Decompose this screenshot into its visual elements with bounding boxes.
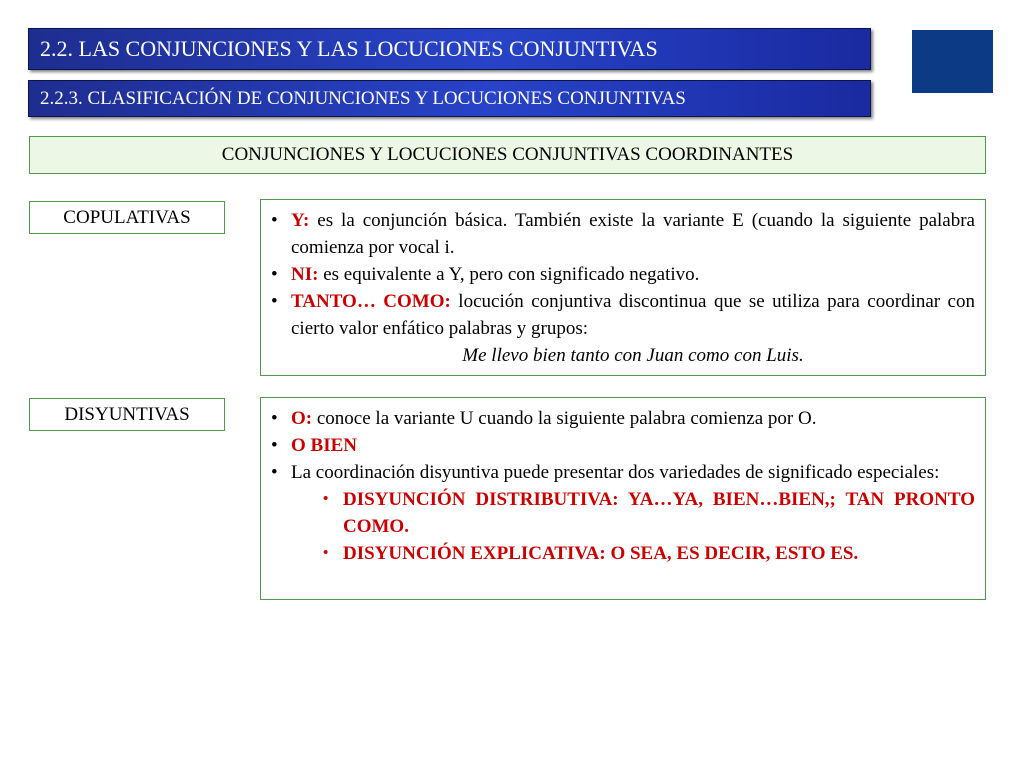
slide-subtitle: 2.2.3. CLASIFICACIÓN DE CONJUNCIONES Y LOCUCIONES CONJUNTIVAS	[40, 87, 686, 109]
slide-title: 2.2. LAS CONJUNCIONES Y LAS LOCUCIONES CONJUNTIVAS	[40, 36, 658, 61]
copulativas-list	[269, 207, 975, 342]
copulativas-label-box	[29, 201, 225, 234]
subitem-explicativa: • DISYUNCIÓN EXPLICATIVA: O SEA, ES DECIR, ESTO ES.	[269, 540, 975, 567]
subitem-distributiva: • DISYUNCIÓN DISTRIBUTIVA: YA…YA, BIEN…BIEN,; TAN PRONTO COMO.	[269, 486, 975, 540]
example-sentence: Me llevo bien tanto con Juan como con Luis.	[462, 345, 804, 366]
text-y: es la conjunción básica. También existe la variante E (cuando la siguiente palabra comienza por vocal i.	[291, 210, 975, 258]
disyuntivas-list	[269, 405, 975, 567]
text-o: conoce la variante U cuando la siguiente palabra comienza por O.	[312, 408, 817, 429]
term-tanto-como: TANTO… COMO:	[291, 291, 451, 312]
term-o: O:	[291, 408, 313, 429]
text-tanto-como: locución conjuntiva discontinua que se utiliza para coordinar con cierto valor enfático palabras y grupos:	[291, 291, 975, 339]
disyuntivas-content-box	[260, 397, 986, 600]
section-header	[29, 136, 986, 174]
list-item-tanto-como	[269, 288, 975, 342]
list-item-y	[269, 207, 975, 261]
list-item-o-bien	[269, 432, 975, 459]
disyuntivas-label: DISYUNTIVAS	[64, 403, 190, 425]
section-header-text: CONJUNCIONES Y LOCUCIONES CONJUNTIVAS COORDINANTES	[221, 144, 794, 165]
term-o-bien: O BIEN	[291, 435, 357, 456]
logo-block	[912, 30, 993, 93]
term-ni: NI:	[291, 264, 319, 285]
copulativas-content-box	[260, 199, 986, 376]
term-y: Y:	[291, 210, 310, 231]
copulativas-label: COPULATIVAS	[63, 206, 191, 228]
list-item-coordinacion	[269, 459, 975, 486]
text-coordinacion: La coordinación disyuntiva puede presentar dos variedades de significado especiales:	[291, 462, 940, 483]
text-ni: es equivalente a Y, pero con significado negativo.	[318, 264, 700, 285]
slide-title-banner	[28, 28, 871, 70]
list-item-ni	[269, 261, 975, 288]
slide-subtitle-banner	[28, 80, 871, 117]
list-item-o	[269, 405, 975, 432]
disyuntivas-label-box	[29, 398, 225, 431]
